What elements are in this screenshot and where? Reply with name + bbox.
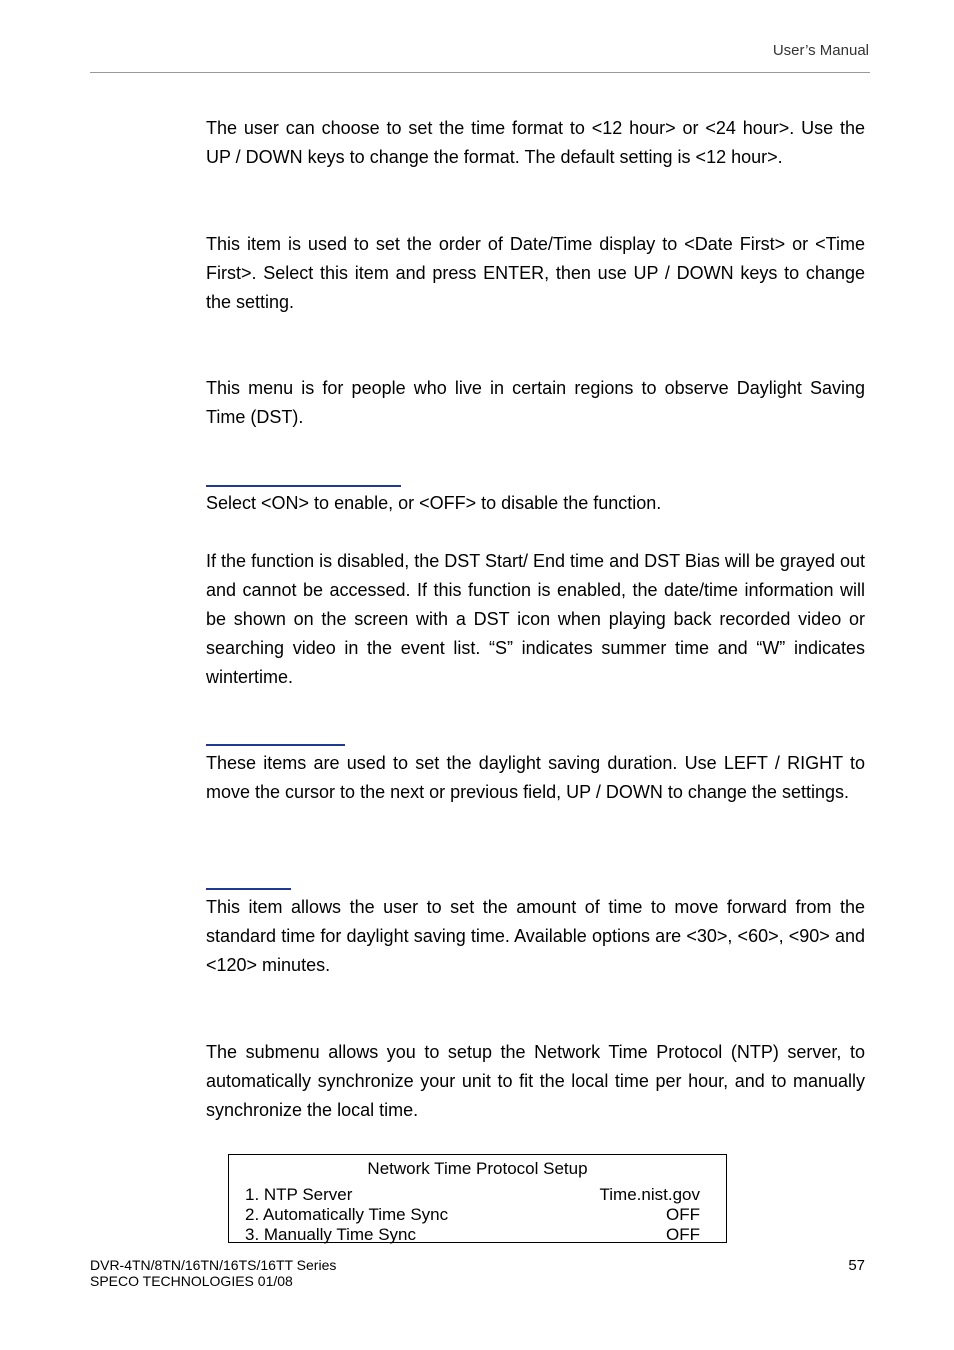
dst-start-end-paragraph: These items are used to set the daylight saving duration. Use LEFT / RIGHT to move the cursor to the next or previous field, UP / DOWN to change the settings. (206, 753, 865, 802)
ntp-setup-title: Network Time Protocol Setup (367, 1159, 588, 1178)
page-number: 57 (848, 1257, 865, 1274)
ntp-row-label: 1. NTP Server (245, 1185, 353, 1204)
ntp-setup-box (228, 1154, 727, 1243)
ntp-row-label: 2. Automatically Time Sync (245, 1205, 449, 1224)
footer-company: SPECO TECHNOLOGIES 01/08 (90, 1273, 293, 1289)
footer-model: DVR-4TN/8TN/16TN/16TS/16TT Series (90, 1257, 337, 1273)
dst-bias-heading-underline (206, 888, 291, 890)
ntp-row-label: 3. Manually Time Sync (245, 1225, 417, 1244)
dst-disabled-paragraph: If the function is disabled, the DST Start/ End time and DST Bias will be grayed out and cannot be accessed. If this function is enabled, the date/time information will be shown on the screen with a DST icon when playing back recorded video or searching video in the event list. “S” indicates summer time and “W” indicates wintertime. (206, 551, 865, 687)
ntp-row-auto-sync (245, 1205, 700, 1225)
header-rule (90, 72, 870, 73)
dst-enable-paragraph: Select <ON> to enable, or <OFF> to disable the function. (206, 493, 662, 513)
ntp-intro-paragraph: The submenu allows you to setup the Network Time Protocol (NTP) server, to automatically synchronize your unit to fit the local time per hour, and to manually synchronize the local time. (206, 1042, 865, 1120)
time-format-paragraph: The user can choose to set the time format to <12 hour> or <24 hour>. Use the UP / DOWN keys to change the format. The default setting is <12 hour>. (206, 118, 865, 167)
dst-start-end-heading-underline (206, 744, 345, 746)
date-time-order-paragraph: This item is used to set the order of Date/Time display to <Date First> or <Time First>. Select this item and press ENTER, then use UP / DOWN keys to change the setting. (206, 234, 865, 312)
dst-bias-paragraph: This item allows the user to set the amount of time to move forward from the standard time for daylight saving time. Available options are <30>, <60>, <90> and <120> minutes. (206, 897, 865, 975)
dst-heading-underline (206, 485, 401, 487)
ntp-row-server (245, 1185, 700, 1205)
ntp-row-value: OFF (666, 1205, 700, 1224)
ntp-row-value: Time.nist.gov (599, 1185, 700, 1204)
ntp-row-manual-sync (245, 1225, 700, 1245)
ntp-row-value: OFF (666, 1225, 700, 1244)
footer (90, 1257, 336, 1289)
dst-intro-paragraph: This menu is for people who live in certain regions to observe Daylight Saving Time (DST). (206, 378, 865, 427)
header-label: User’s Manual (772, 42, 869, 59)
